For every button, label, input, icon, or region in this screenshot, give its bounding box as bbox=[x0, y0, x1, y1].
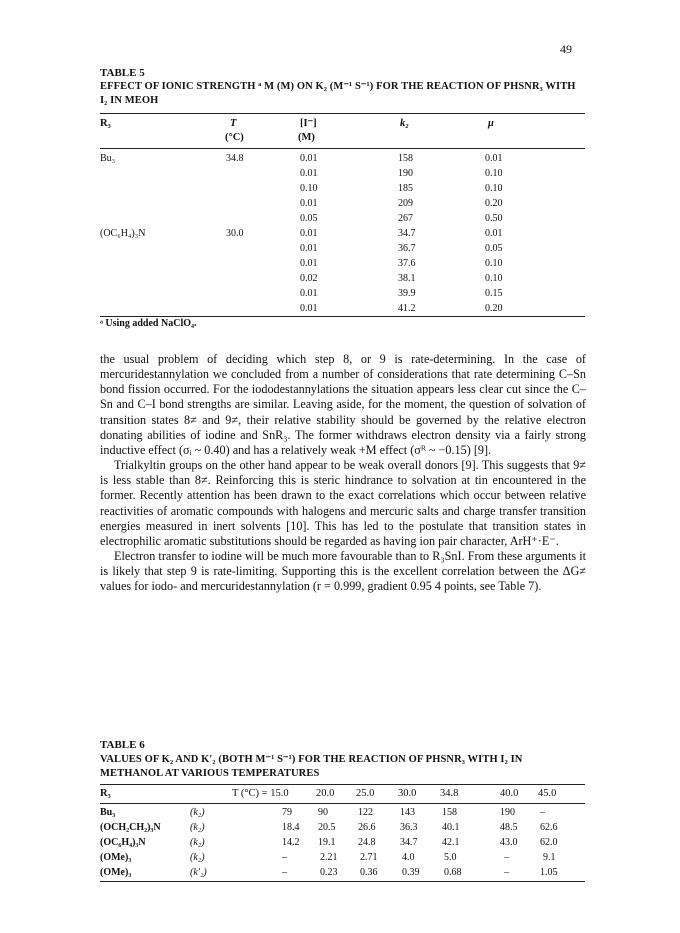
t5-cell: 0.10 bbox=[485, 183, 503, 194]
t6-cell: 43.0 bbox=[500, 837, 518, 848]
t5-group-r3: (OC₆H₄)₃N bbox=[100, 228, 146, 239]
t5-cell: 39.9 bbox=[398, 288, 416, 299]
t5-header-mu: μ bbox=[488, 118, 494, 129]
t5-cell: 0.10 bbox=[485, 273, 503, 284]
t6-cell: 48.5 bbox=[500, 822, 518, 833]
t6-cell: 2.21 bbox=[320, 852, 338, 863]
t5-cell: 0.50 bbox=[485, 213, 503, 224]
t6-row-k: (k₂) bbox=[190, 807, 205, 818]
t6-row-r3: (OMe)₃ bbox=[100, 867, 132, 878]
t6-cell: – bbox=[282, 867, 287, 878]
table6-title: VALUES OF K₂ AND K′₂ (BOTH M⁻¹ S⁻¹) FOR THE REACTION OF PHSNR₃ WITH I₂ IN METHANOL AT VARIOUS TEMPERATURES bbox=[100, 754, 523, 779]
t6-cell: 42.1 bbox=[442, 837, 460, 848]
paragraph-1: the usual problem of deciding which step 8, or 9 is rate-determining. In the case of mercuridestannylation we concluded from a number of considerations that rate determining C–Sn bond fission occurred. For the iododestannylations the situation appears less clear cut since the C–Sn and C–I bond strengths are similar. Leaving aside, for the moment, the question of solvation of transition states 8≠ and 9≠, their relative stability should be governed by the relative electron donating abilities of iodine and SnR₃. The former withdraws electron density via a fairly strong inductive effect (σᵢ ~ 0.40) and has a relatively weak +M effect (σᴿ ~ −0.15) [9]. bbox=[100, 352, 586, 457]
t6-row-k: (k₂) bbox=[190, 837, 205, 848]
t5-cell: 209 bbox=[398, 198, 413, 209]
t5-header-t-unit: (°C) bbox=[225, 132, 244, 143]
t6-cell: 62.0 bbox=[540, 837, 558, 848]
t6-row-r3: Bu₃ bbox=[100, 807, 116, 818]
t5-cell: 0.01 bbox=[300, 258, 318, 269]
t6-cell: 18.4 bbox=[282, 822, 300, 833]
table5-caption: TABLE 5 bbox=[100, 67, 145, 79]
t5-cell: 34.7 bbox=[398, 228, 416, 239]
t6-cell: 26.6 bbox=[358, 822, 376, 833]
t5-cell: 0.01 bbox=[485, 153, 503, 164]
t6-cell: 14.2 bbox=[282, 837, 300, 848]
t6-header-temp-col: 40.0 bbox=[500, 788, 519, 799]
t5-header-iodide: [I⁻] bbox=[300, 118, 317, 129]
t6-cell: 158 bbox=[442, 807, 457, 818]
t6-cell: 2.71 bbox=[360, 852, 378, 863]
t5-cell: 0.01 bbox=[300, 288, 318, 299]
t5-header-t: T bbox=[230, 118, 237, 129]
t6-header-temp: T (°C) = 15.0 bbox=[232, 788, 289, 799]
t6-cell: 79 bbox=[282, 807, 292, 818]
t5-cell: 185 bbox=[398, 183, 413, 194]
t5-cell: 41.2 bbox=[398, 303, 416, 314]
t6-cell: 90 bbox=[318, 807, 328, 818]
t5-cell: 0.01 bbox=[300, 303, 318, 314]
table6-bottom-rule bbox=[100, 881, 585, 882]
t6-cell: 190 bbox=[500, 807, 515, 818]
t6-cell: 36.3 bbox=[400, 822, 418, 833]
t6-cell: 62.6 bbox=[540, 822, 558, 833]
t6-cell: 40.1 bbox=[442, 822, 460, 833]
t5-cell: 36.7 bbox=[398, 243, 416, 254]
table5-footnote: ᵃ Using added NaClO₄. bbox=[100, 318, 197, 329]
t6-row-k: (k′₂) bbox=[190, 867, 207, 878]
t6-cell: 0.39 bbox=[402, 867, 420, 878]
t5-header-iodide-unit: (M) bbox=[298, 132, 315, 143]
t6-cell: – bbox=[540, 807, 545, 818]
t5-header-r3: R₃ bbox=[100, 118, 111, 129]
t5-cell: 0.20 bbox=[485, 198, 503, 209]
t6-cell: – bbox=[504, 852, 509, 863]
t5-cell: 0.01 bbox=[300, 153, 318, 164]
t6-cell: 143 bbox=[400, 807, 415, 818]
t6-cell: 24.8 bbox=[358, 837, 376, 848]
t5-group-temp: 30.0 bbox=[226, 228, 244, 239]
t6-row-r3: (OMe)₃ bbox=[100, 852, 132, 863]
t5-cell: 0.01 bbox=[300, 243, 318, 254]
t5-cell: 267 bbox=[398, 213, 413, 224]
table5-top-rule bbox=[100, 113, 585, 114]
t6-row-r3: (OCH₂CH₂)₃N bbox=[100, 822, 161, 833]
t6-row-k: (k₂) bbox=[190, 852, 205, 863]
t5-cell: 0.05 bbox=[300, 213, 318, 224]
t5-cell: 0.01 bbox=[485, 228, 503, 239]
t6-row-r3: (OC₆H₄)₃N bbox=[100, 837, 146, 848]
table5-bottom-rule bbox=[100, 316, 585, 317]
t6-cell: 19.1 bbox=[318, 837, 336, 848]
table6-caption: TABLE 6 bbox=[100, 739, 145, 751]
t6-cell: 1.05 bbox=[540, 867, 558, 878]
t6-cell: 34.7 bbox=[400, 837, 418, 848]
t6-cell: – bbox=[504, 867, 509, 878]
t5-cell: 158 bbox=[398, 153, 413, 164]
table5-header-rule bbox=[100, 148, 585, 149]
t6-cell: 20.5 bbox=[318, 822, 336, 833]
t5-cell: 38.1 bbox=[398, 273, 416, 284]
t5-cell: 0.01 bbox=[300, 198, 318, 209]
page-number: 49 bbox=[560, 42, 572, 56]
paragraph-3: Electron transfer to iodine will be much more favourable than to R₃SnI. From these arguments it is likely that step 9 is rate-limiting. Supporting this is the excellent correlation between the ΔG≠ values for iodo- and mercuridestannylation (r = 0.999, gradient 0.95 4 points, see Table 7). bbox=[100, 549, 586, 594]
t6-cell: 0.68 bbox=[444, 867, 462, 878]
t5-cell: 0.01 bbox=[300, 228, 318, 239]
t6-cell: 4.0 bbox=[402, 852, 415, 863]
t6-header-temp-col: 34.8 bbox=[440, 788, 459, 799]
t6-cell: 5.0 bbox=[444, 852, 457, 863]
t5-cell: 0.20 bbox=[485, 303, 503, 314]
t5-cell: 0.05 bbox=[485, 243, 503, 254]
t5-cell: 0.15 bbox=[485, 288, 503, 299]
paragraph-2: Trialkyltin groups on the other hand appear to be weak overall donors [9]. This suggests that 9≠ is less stable than 8≠. Reinforcing this is steric hindrance to solvation at tin encountered in the former. Recently attention has been drawn to the exact correlations which occur between relative reactivities of aromatic compounds with halogens and mercuric salts and charge transfer transition energies measured in inert solvents [10]. This has led to the postulate that transition states in electrophilic aromatic substitutions should be regarded as having ion pair character, ArH⁺·E⁻. bbox=[100, 458, 586, 548]
table6-top-rule bbox=[100, 784, 585, 785]
t5-group-temp: 34.8 bbox=[226, 153, 244, 164]
t5-header-k2: k₂ bbox=[400, 118, 409, 129]
t5-group-r3: Bu₃ bbox=[100, 153, 116, 164]
t5-cell: 0.10 bbox=[485, 168, 503, 179]
body-text bbox=[100, 352, 586, 595]
t6-cell: 0.36 bbox=[360, 867, 378, 878]
t5-cell: 0.01 bbox=[300, 168, 318, 179]
t5-cell: 0.10 bbox=[485, 258, 503, 269]
t5-cell: 0.02 bbox=[300, 273, 318, 284]
t6-header-temp-col: 30.0 bbox=[398, 788, 417, 799]
t6-cell: 9.1 bbox=[543, 852, 556, 863]
table5-title: EFFECT OF IONIC STRENGTH ᵃ Μ (M) ON K₂ (M⁻¹ S⁻¹) FOR THE REACTION OF PHSNR₃ WITH I₂ IN MEOH bbox=[100, 81, 576, 106]
t6-header-r3: R₃ bbox=[100, 788, 111, 799]
t6-header-temp-col: 20.0 bbox=[316, 788, 335, 799]
t5-cell: 0.10 bbox=[300, 183, 318, 194]
t6-cell: – bbox=[282, 852, 287, 863]
t6-cell: 0.23 bbox=[320, 867, 338, 878]
table6-header-rule bbox=[100, 803, 585, 804]
t6-cell: 122 bbox=[358, 807, 373, 818]
t6-row-k: (k₂) bbox=[190, 822, 205, 833]
t5-cell: 37.6 bbox=[398, 258, 416, 269]
t5-cell: 190 bbox=[398, 168, 413, 179]
t6-header-temp-col: 45.0 bbox=[538, 788, 557, 799]
t6-header-temp-col: 25.0 bbox=[356, 788, 375, 799]
